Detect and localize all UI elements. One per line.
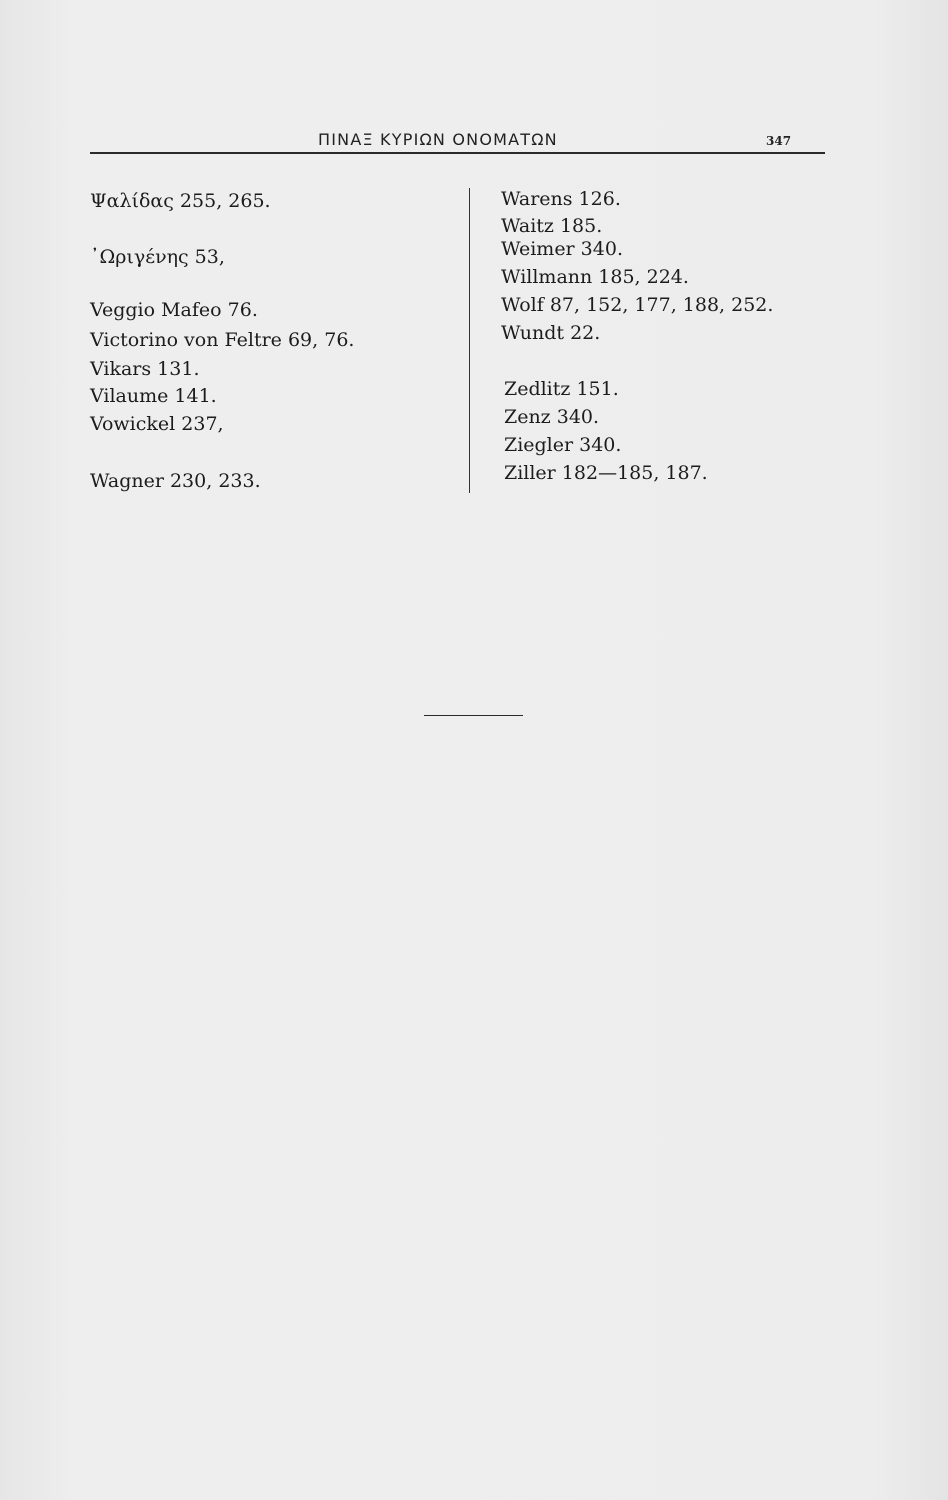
- index-entry: Vowickel 237,: [90, 413, 224, 435]
- index-entry: Vilaume 141.: [90, 385, 217, 407]
- index-entry: Willmann 185, 224.: [501, 266, 689, 288]
- index-entry: Waitz 185.: [501, 215, 603, 237]
- index-entry: Zenz 340.: [504, 406, 600, 428]
- running-header-title: ΠΙΝΑΞ ΚΥΡΙΩΝ ΟΝΟΜΑΤΩΝ: [318, 130, 558, 149]
- index-entry: Ziegler 340.: [504, 434, 622, 456]
- index-entry: Ziller 182—185, 187.: [504, 462, 708, 484]
- index-entry: Veggio Mafeo 76.: [90, 299, 258, 321]
- header-rule: [90, 152, 825, 154]
- end-rule: [424, 715, 523, 716]
- index-entry: Wundt 22.: [501, 322, 601, 344]
- column-divider: [469, 188, 470, 493]
- index-entry: Wagner 230, 233.: [90, 470, 261, 492]
- index-entry: Ψαλίδας 255, 265.: [90, 190, 271, 212]
- index-entry: Warens 126.: [501, 188, 621, 210]
- index-entry: Zedlitz 151.: [504, 378, 619, 400]
- index-entry: Victorino von Feltre 69, 76.: [90, 329, 355, 351]
- index-entry: Vikars 131.: [90, 358, 200, 380]
- index-entry: Weimer 340.: [501, 238, 623, 260]
- index-entry: ᾿Ωριγένης 53,: [90, 246, 225, 268]
- index-entry: Wolf 87, 152, 177, 188, 252.: [501, 294, 774, 316]
- page-number: 347: [766, 134, 792, 148]
